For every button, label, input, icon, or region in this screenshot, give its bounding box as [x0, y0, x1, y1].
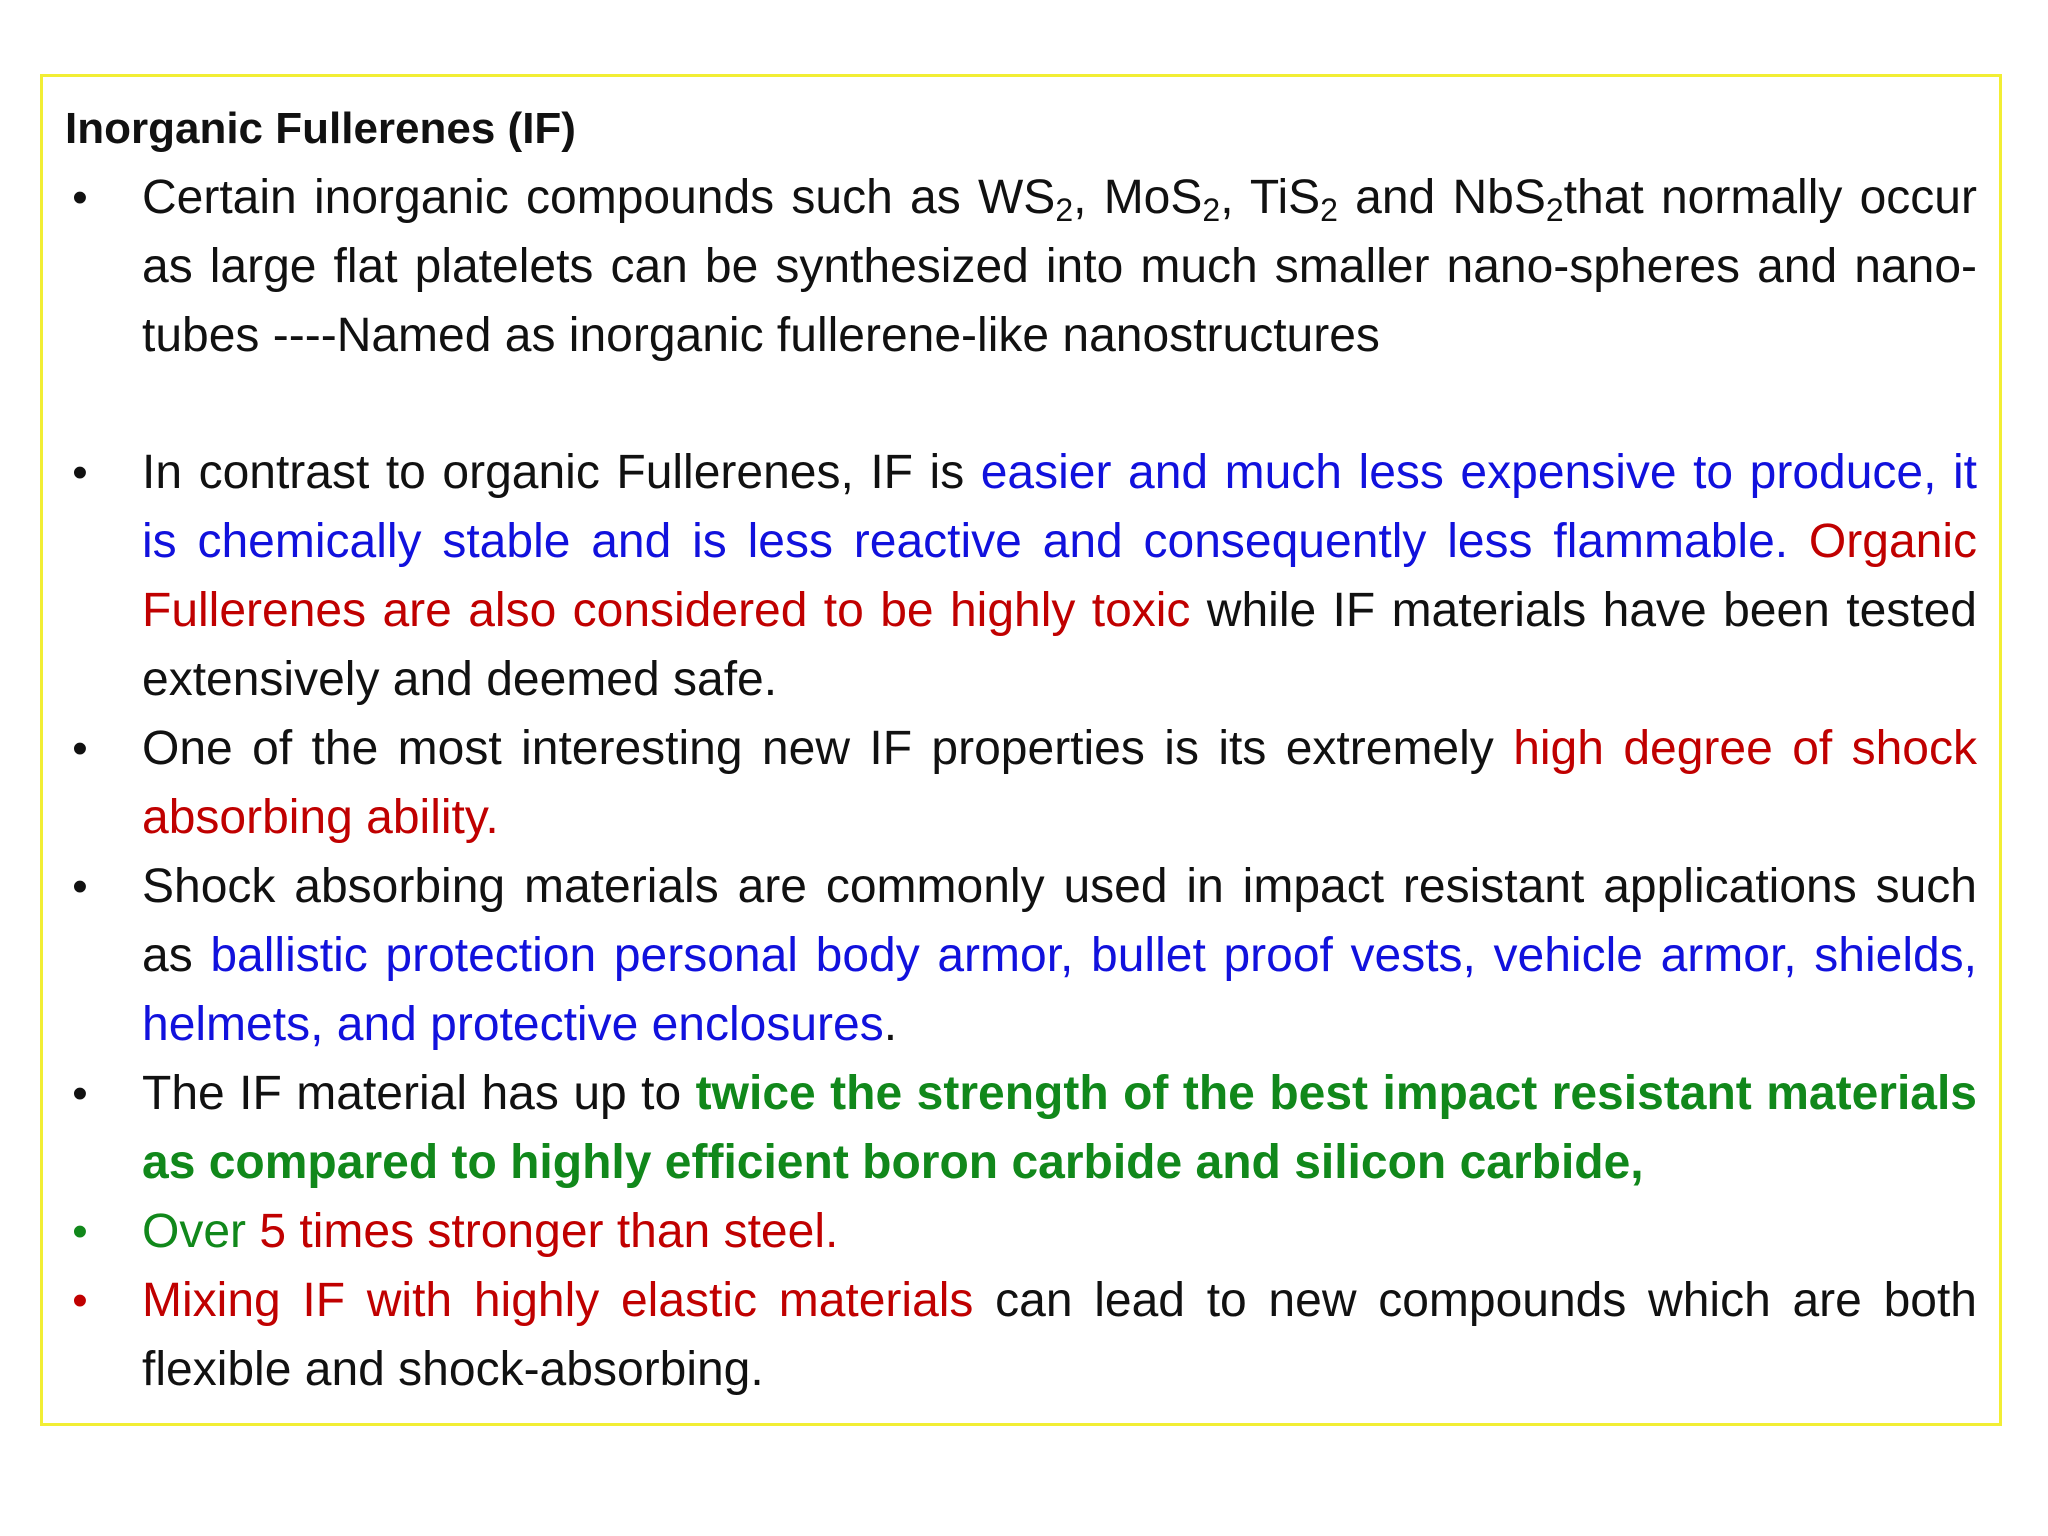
slide-text-box: [40, 74, 2002, 1426]
bullet-list: [65, 163, 1977, 1404]
bullet-icon: •: [72, 1276, 88, 1325]
bullet-icon: •: [72, 1207, 88, 1256]
highlight-blue-text: easier and much less expensive to produce, it is chemically stable and is less reactive and consequently less flammable.: [142, 446, 1977, 568]
bullet-icon: •: [72, 173, 88, 222]
highlight-red-text: Mixing IF with highly elastic materials: [142, 1274, 974, 1327]
bullet-item-contrast: [65, 438, 1977, 714]
subscript: 2: [1545, 192, 1564, 228]
bullet-text-part: while IF materials have been tested extensively and deemed safe.: [142, 584, 1977, 706]
subscript: 2: [1055, 192, 1074, 228]
bullet-icon: •: [72, 448, 88, 497]
subscript: 2: [1202, 192, 1221, 228]
bullet-text-part: and NbS: [1337, 171, 1546, 224]
highlight-green-bold-text: twice the strength of the best impact resistant materials as compared to highly efficient boron carbide and silicon carbide,: [142, 1067, 1977, 1189]
bullet-item-steel: [65, 1197, 1977, 1266]
bullet-item-mixing: [65, 1266, 1977, 1404]
bullet-text-part: can lead to new compounds which are both flexible and shock-absorbing.: [142, 1274, 1977, 1396]
highlight-blue-text: ballistic protection personal body armor, bullet proof vests, vehicle armor, shields, helmets, and protective enclosures: [142, 929, 1978, 1051]
bullet-text-part: , TiS: [1220, 171, 1321, 224]
bullet-text-part: that normally occur as large flat platelets can be synthesized into much smaller nano-spheres and nano-tubes ----Named as inorganic fullerene-like nanostructures: [142, 171, 1977, 362]
bullet-icon: •: [72, 862, 88, 911]
slide-title: Inorganic Fullerenes (IF): [65, 104, 576, 153]
highlight-red-text: Organic Fullerenes are also considered to be highly toxic: [142, 515, 1978, 637]
bullet-text-part: .: [883, 998, 898, 1051]
subscript: 2: [1320, 192, 1338, 228]
highlight-red-text: 5 times stronger than steel.: [259, 1205, 839, 1258]
highlight-green-text: Over: [142, 1205, 260, 1258]
bullet-item-shock-absorbing-property: [65, 714, 1977, 852]
highlight-red-text: high degree of shock absorbing ability.: [142, 722, 1978, 844]
bullet-text-part: The IF material has up to: [142, 1067, 696, 1120]
bullet-item-applications: [65, 852, 1977, 1059]
bullet-text-part: In contrast to organic Fullerenes, IF is: [142, 446, 981, 499]
bullet-text-part: One of the most interesting new IF properties is its extremely: [142, 722, 1514, 775]
bullet-icon: •: [72, 724, 88, 773]
bullet-item-strength: [65, 1059, 1977, 1197]
bullet-text-part: , MoS: [1073, 171, 1203, 224]
bullet-text-part: Shock absorbing materials are commonly used in impact resistant applications such as: [142, 860, 1977, 982]
bullet-item-inorganic-compounds: [65, 163, 1977, 370]
bullet-icon: •: [72, 1069, 88, 1118]
bullet-text-part: Certain inorganic compounds such as WS: [142, 171, 1056, 224]
